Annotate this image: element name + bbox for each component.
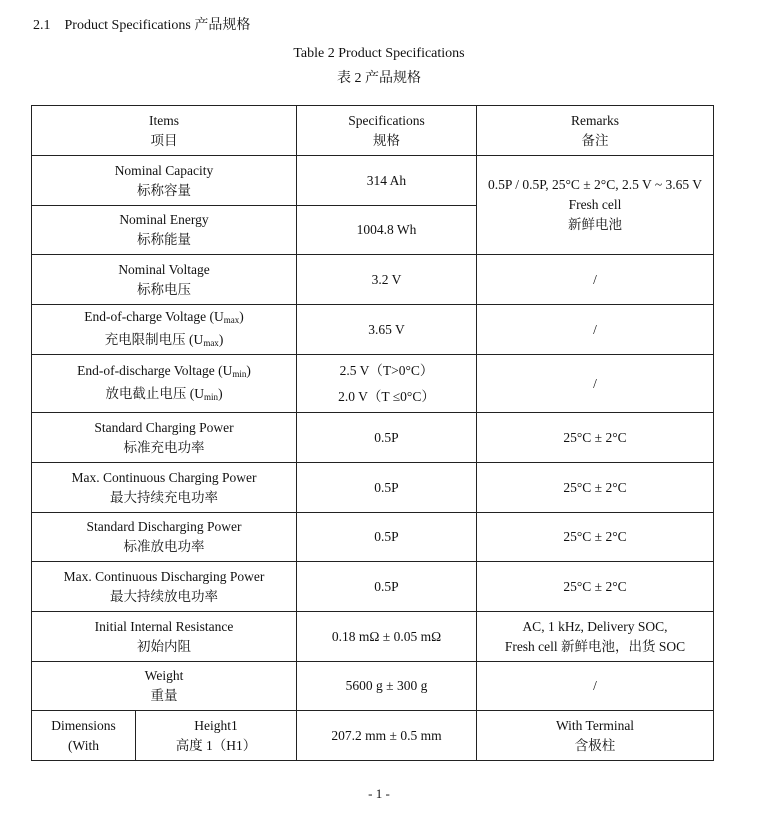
table-row <box>32 513 714 562</box>
header-remarks: Remarks 备注 <box>477 106 714 156</box>
remark-cell: 25°C ± 2°C <box>477 513 714 562</box>
item-cell: Standard Charging Power 标准充电功率 <box>32 413 297 463</box>
table-row <box>32 413 714 463</box>
item-cell: Initial Internal Resistance 初始内阻 <box>32 612 297 662</box>
remark-cell: / <box>477 662 714 711</box>
group-cell-dimensions: Dimensions (With <box>32 711 136 761</box>
item-cell: End-of-discharge Voltage $(U_{min})$ 放电截止电压 $(U_{min})$ <box>32 355 297 413</box>
spec-cell: 3.65 V <box>297 305 477 355</box>
table-caption-zh: 表 2 产品规格 <box>337 71 421 86</box>
item-cell: Max. Continuous Discharging Power 最大持续放电功率 <box>32 562 297 612</box>
spec-cell: 0.5P <box>297 513 477 562</box>
remark-cell: / <box>477 355 714 413</box>
spec-table <box>31 105 714 761</box>
spec-cell: 0.5P <box>297 413 477 463</box>
table-header-row <box>32 106 714 156</box>
table-row <box>32 562 714 612</box>
item-cell: Weight 重量 <box>32 662 297 711</box>
table-row <box>32 662 714 711</box>
header-specifications: Specifications 规格 <box>297 106 477 156</box>
spec-cell: 314 Ah <box>297 156 477 206</box>
spec-cell: 0.5P <box>297 463 477 513</box>
remark-cell: 25°C ± 2°C <box>477 413 714 463</box>
remark-cell: AC, 1 kHz, Delivery SOC, Fresh cell 新鲜电池，出货 SOC <box>477 612 714 662</box>
table-row <box>32 355 714 413</box>
table-row <box>32 255 714 305</box>
section-title: Product Specifications 产品规格 <box>64 18 251 33</box>
spec-cell: 2.5 V（T>0°C） 2.0 V（T ≤0°C） <box>297 355 477 413</box>
remark-cell: 25°C ± 2°C <box>477 463 714 513</box>
spec-cell: 207.2 mm ± 0.5 mm <box>297 711 477 761</box>
item-cell: Max. Continuous Charging Power 最大持续充电功率 <box>32 463 297 513</box>
section-number: 2.1 <box>33 18 51 33</box>
item-cell: End-of-charge Voltage $(U_{max})$ 充电限制电压 $(U_{max})$ <box>32 305 297 355</box>
item-cell: Standard Discharging Power 标准放电功率 <box>32 513 297 562</box>
item-cell: Nominal Energy 标称能量 <box>32 206 297 255</box>
table-caption-en: Table 2 Product Specifications <box>293 46 465 61</box>
table-row <box>32 305 714 355</box>
header-items: Items 项目 <box>32 106 297 156</box>
remark-cell: 25°C ± 2°C <box>477 562 714 612</box>
page-number: - 1 - <box>368 786 390 801</box>
table-row <box>32 156 714 206</box>
item-cell: Height1 高度 1（H1） <box>136 711 297 761</box>
spec-cell: 0.18 mΩ ± 0.05 mΩ <box>297 612 477 662</box>
table-row <box>32 463 714 513</box>
section-heading <box>33 14 250 34</box>
table-row <box>32 612 714 662</box>
item-cell: Nominal Voltage 标称电压 <box>32 255 297 305</box>
spec-cell: 0.5P <box>297 562 477 612</box>
remark-cell: / <box>477 305 714 355</box>
remark-cell: / <box>477 255 714 305</box>
table-row <box>32 711 714 761</box>
spec-cell: 1004.8 Wh <box>297 206 477 255</box>
remark-cell: With Terminal 含极柱 <box>477 711 714 761</box>
item-cell: Nominal Capacity 标称容量 <box>32 156 297 206</box>
spec-cell: 3.2 V <box>297 255 477 305</box>
merged-remark-cell: 0.5P / 0.5P, 25°C ± 2°C, 2.5 V ~ 3.65 V Fresh cell 新鲜电池 <box>477 156 714 255</box>
spec-cell: 5600 g ± 300 g <box>297 662 477 711</box>
